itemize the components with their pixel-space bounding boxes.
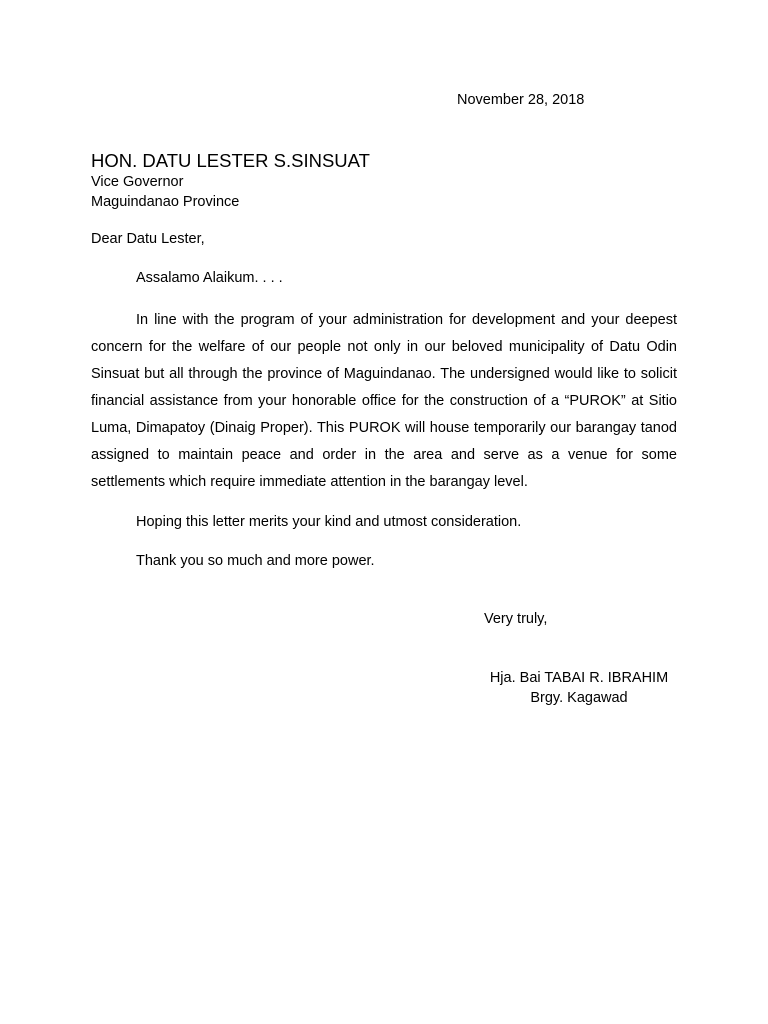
closing-line-thanks: Thank you so much and more power. xyxy=(136,553,375,569)
valediction: Very truly, xyxy=(484,611,548,627)
recipient-block xyxy=(91,150,370,212)
signatory-name: Hja. Bai TABAI R. IBRAHIM xyxy=(489,670,669,686)
letter-body: In line with the program of your administration for development and your deepest concern for the welfare of our people not only in our beloved municipality of Datu Odin Sinsuat but all through the province of Maguindanao. The undersigned would like to solicit financial assistance from your honorable office for the construction of a “PUROK” at Sitio Luma, Dimapatoy (Dinaig Proper). This PUROK will house temporarily our barangay tanod assigned to maintain peace and order in the area and serve as a venue for some settlements which require immediate attention in the barangay level. xyxy=(91,312,677,490)
salutation: Dear Datu Lester, xyxy=(91,231,205,247)
signatory-position: Brgy. Kagawad xyxy=(530,690,628,706)
recipient-location: Maguindanao Province xyxy=(91,194,240,210)
recipient-name: HON. DATU LESTER S.SINSUAT xyxy=(91,150,370,171)
letter-date: November 28, 2018 xyxy=(457,92,585,108)
recipient-title: Vice Governor xyxy=(91,174,184,190)
greeting: Assalamo Alaikum. . . . xyxy=(136,270,283,286)
signature-block xyxy=(474,668,684,708)
closing-line-consideration: Hoping this letter merits your kind and utmost consideration. xyxy=(136,514,522,530)
